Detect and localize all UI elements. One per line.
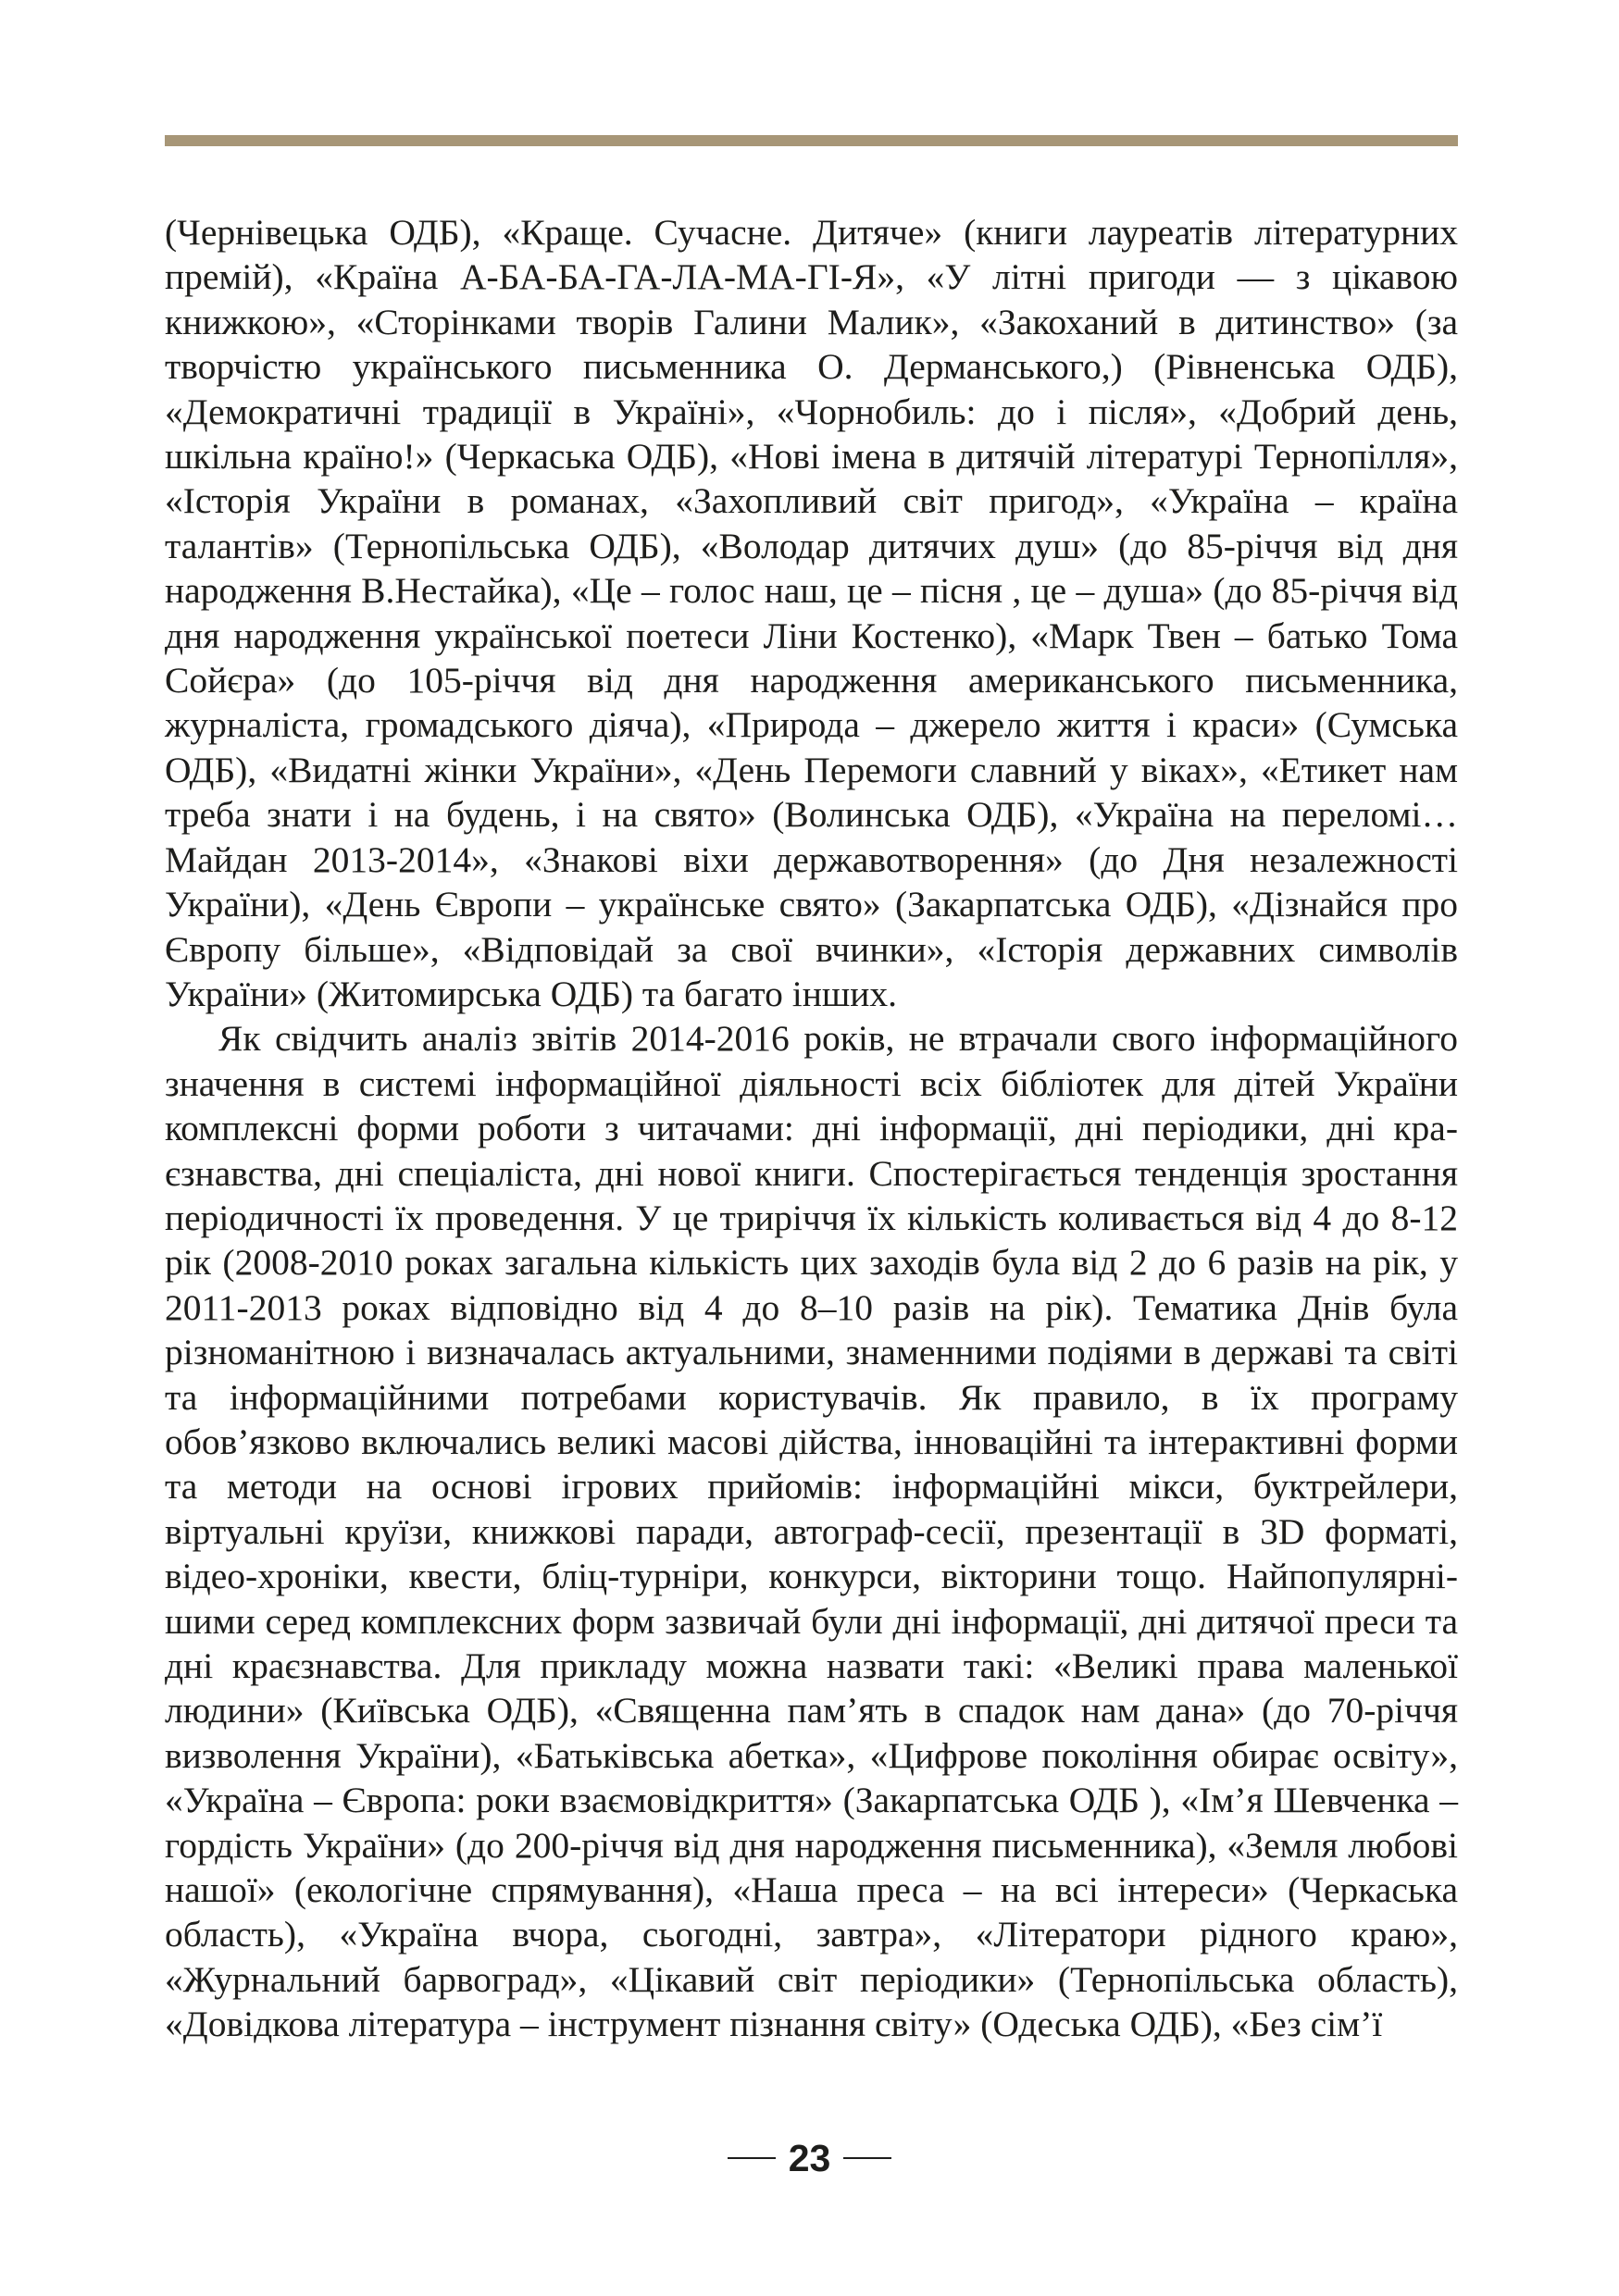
paragraph-continuation: (Чернівецька ОДБ), «Краще. Сучасне. Дитяче» (книги лауреатів літературних премій), «Країна А-БА-БА-ГА-ЛА-МА-ГІ-Я», «У літні пригоди — з цікавою книжкою», «Сторінками творів Галини Малик», «Закоханий в дитинство» (за творчістю українського письменника О. Дерманського,) (Рівненська ОДБ), «Демократичні традиції в Україні», «Чорнобиль: до і після», «Добрий день, шкільна країно!» (Черкаська ОДБ), «Нові імена в дитячій літературі Тернопілля», «Історія України в романах, «Захопливий світ пригод», «Україна – країна талантів» (Тернопільська ОДБ), «Володар дитячих душ» (до 85-річчя від дня народження В.Нестайка), «Це – голос наш, це – пісня , це – душа» (до 85-річчя від дня народження української поетеси Ліни Костенко), «Марк Твен – батько Тома Сойєра» (до 105-річчя від дня народження американського письменника, журналіста, громадського діяча), «Природа – джерело життя і краси» (Сумська ОДБ), «Видатні жінки України», «День Перемоги славний у віках», «Етикет нам треба знати і на будень, і на свято» (Волинська ОДБ), «Україна на переломі… Майдан 2013-2014», «Знакові віхи державотворення» (до Дня незалежності України), «День Європи – українське свято» (Закарпатська ОДБ), «Дізнайся про Європу більше», «Відповідай за свої вчинки», «Історія державних символів України» (Житомирська ОДБ) та багато інших. (165, 212, 1458, 1014)
footer-line-right (843, 2157, 891, 2159)
footer-line-left (728, 2157, 776, 2159)
page-body (165, 210, 1458, 2047)
paragraph-analysis: Як свідчить аналіз звітів 2014-2016 років, не втрачали свого інформаційного значення в системі інформаційної діяльності всіх бібліотек для дітей України комплексні форми роботи з читачами: дні інформації, дні періодики, дні краєзнавства, дні спеціаліста, дні нової книги. Спостерігається тенденція зростання періодичності їх проведення. У це триріччя їх кількість коливається від 4 до 8-12 рік (2008-2010 роках загальна кількість цих заходів була від 2 до 6 разів на рік, у 2011-2013 роках відповідно від 4 до 8–10 разів на рік). Тематика Днів була різноманітною і визначалась актуальними, знаменними подіями в державі та світі та інформаційними потребами користувачів. Як правило, в їх програму обов’язково включались великі масові дійства, інноваційні та інтерактивні форми та методи на основі ігрових прийомів: інформаційні мікси, буктрейлери, віртуальні круїзи, книжкові паради, автограф-сесії, презентації в 3D форматі, відео-хроніки, квести, бліц-турніри, конкурси, вікторини тощо. Найпопулярнішими серед комплексних форм зазвичай були дні інформації, дні дитячої преси та дні краєзнавства. Для прикладу можна назвати такі: «Великі права маленької людини» (Київська ОДБ), «Священна пам’ять в спадок нам дана» (до 70-річчя визволення України), «Батьківська абетка», «Цифрове покоління обирає освіту», «Україна – Європа: роки взаємовідкриття» (Закарпатська ОДБ ), «Ім’я Шевченка – гордість України» (до 200-річчя від дня народження письменника), «Земля любові нашої» (екологічне спрямування), «Наша преса – на всі інтереси» (Черкаська область), «Україна вчора, сьогодні, завтра», «Літератори рідного краю», «Журнальний барвоград», «Цікавий світ періодики» (Тернопільська область), «Довідкова література – інструмент пізнання світу» (Одеська ОДБ), «Без сім’ї (165, 1018, 1458, 2045)
page-footer (0, 2135, 1619, 2181)
header-rule (165, 135, 1458, 146)
page-number: 23 (788, 2137, 831, 2179)
